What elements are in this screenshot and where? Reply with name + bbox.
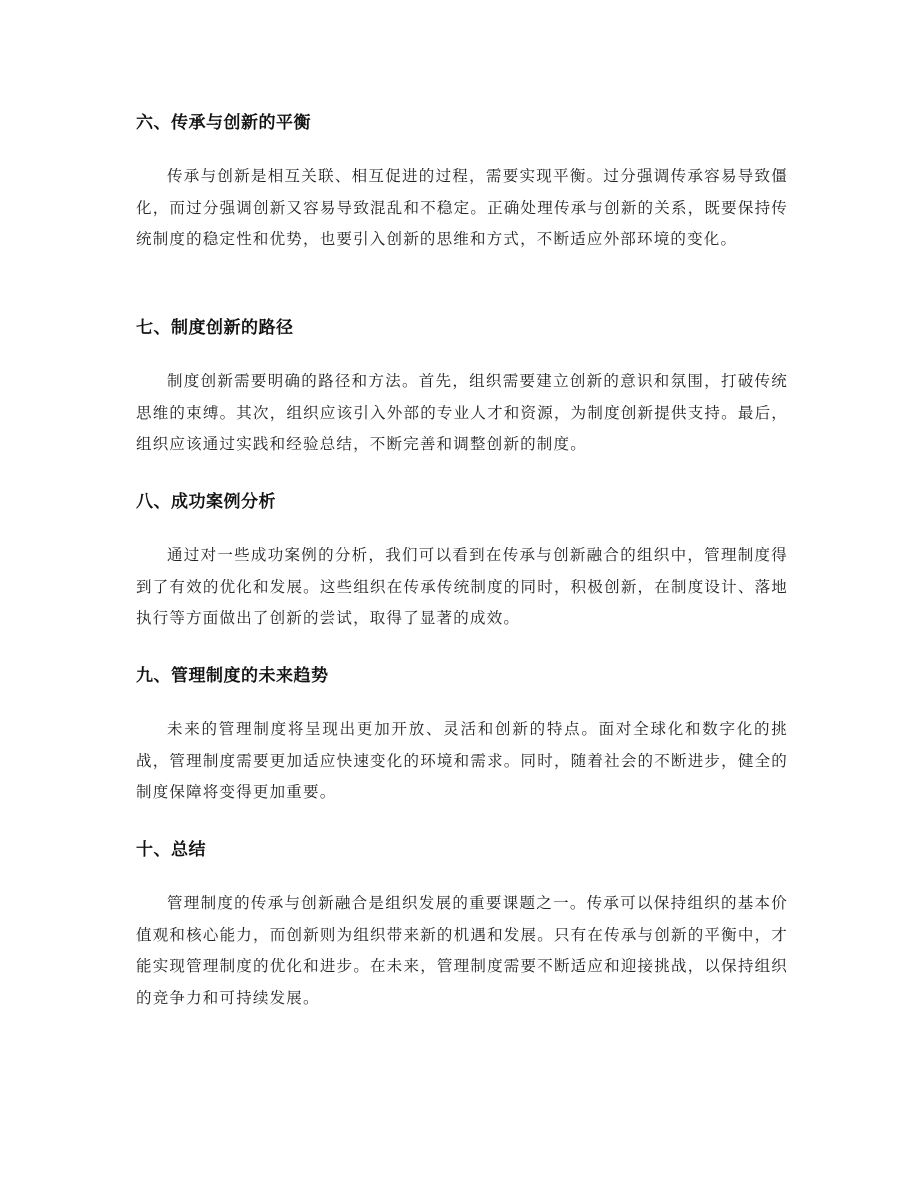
- section-balance: [136, 111, 788, 256]
- section-heading: 七、制度创新的路径: [136, 318, 294, 338]
- section-heading: 八、成功案例分析: [136, 492, 276, 512]
- section-heading: 六、传承与创新的平衡: [136, 113, 311, 133]
- section-case-analysis: [136, 490, 788, 635]
- section-innovation-path: [136, 316, 788, 461]
- section-future-trends: [136, 664, 788, 809]
- section-paragraph: 传承与创新是相互关联、相互促进的过程，需要实现平衡。过分强调传承容易导致僵化，而过分强调创新又容易导致混乱和不稳定。正确处理传承与创新的关系，既要保持传统制度的稳定性和优势，也要引入创新的思维和方式，不断适应外部环境的变化。: [136, 167, 788, 248]
- section-paragraph: 管理制度的传承与创新融合是组织发展的重要课题之一。传承可以保持组织的基本价值观和核心能力，而创新则为组织带来新的机遇和发展。只有在传承与创新的平衡中，才能实现管理制度的优化和进步。在未来，管理制度需要不断适应和迎接挑战，以保持组织的竞争力和可持续发展。: [136, 894, 788, 1007]
- section-paragraph: 未来的管理制度将呈现出更加开放、灵活和创新的特点。面对全球化和数字化的挑战，管理制度需要更加适应快速变化的环境和需求。同时，随着社会的不断进步，健全的制度保障将变得更加重要。: [136, 720, 788, 801]
- section-paragraph: 通过对一些成功案例的分析，我们可以看到在传承与创新融合的组织中，管理制度得到了有效的优化和发展。这些组织在传承传统制度的同时，积极创新，在制度设计、落地执行等方面做出了创新的尝试，取得了显著的成效。: [136, 546, 788, 627]
- section-paragraph: 制度创新需要明确的路径和方法。首先，组织需要建立创新的意识和氛围，打破传统思维的束缚。其次，组织应该引入外部的专业人才和资源，为制度创新提供支持。最后，组织应该通过实践和经验总结，不断完善和调整创新的制度。: [136, 372, 788, 453]
- section-heading: 十、总结: [136, 840, 206, 860]
- section-summary: [136, 838, 788, 1014]
- section-heading: 九、管理制度的未来趋势: [136, 666, 329, 686]
